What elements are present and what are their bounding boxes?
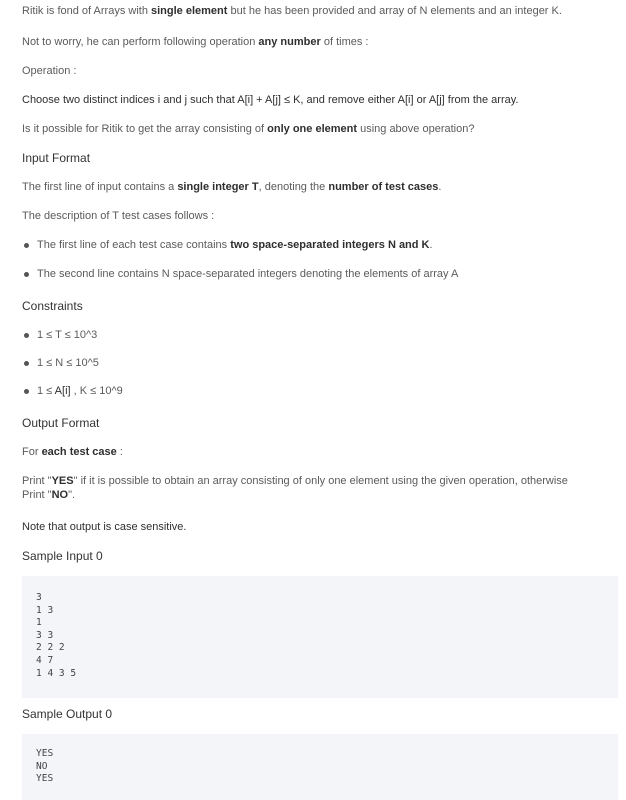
input-format-line-2: The description of T test cases follows :: [22, 210, 215, 222]
bullet-dot-icon: [24, 361, 29, 366]
problem-statement: Ritik is fond of Arrays with single element but he has been provided and array of N elements and an integer K. Not to worry, he can perform following operation any number of times : Operation : Choose two distinct indices i and j such that A[i] + A[j] ≤ K, and remove either A[i] or A[j] from the array. Is it possible for Ritik to get the array consisting of only one element using above operation? Input Format The first line of input contains a single integer T, denoting the number of test cases. The description of T test cases follows : The first line of each test case contains two space-separated integers N and K. The second line contains N space-separated integers denoting the elements of array A Constraints 1 ≤ T ≤ 10^3 1 ≤ N ≤ 10^5 1 ≤ A[i] , K ≤ 10^9 Output Format For each test case : Print "YES" if it is possible to obtain an array consisting of only one element using the given operation, otherwise Print "NO". Note that output is case sensitive. Sample Input 0 3 1 3 1 3 3 2 2 2 4 7 1 4 3 5 Sample Output 0 YES NO YES: [0, 0, 626, 800]
output-format-line-2: Print "YES" if it is possible to obtain an array consisting of only one element using the given operation, otherwise Print "NO".: [22, 475, 568, 501]
sample-output-heading: Sample Output 0: [22, 707, 113, 721]
input-format-heading: Input Format: [22, 151, 91, 165]
intro-line-2: Not to worry, he can perform following operation any number of times :: [22, 36, 369, 48]
bullet-dot-icon: [24, 333, 29, 338]
operation-label: Operation :: [22, 65, 77, 77]
sample-output-code: YES NO YES: [36, 748, 54, 785]
bullet-dot-icon: [24, 272, 29, 277]
operation-text: Choose two distinct indices i and j such that A[i] + A[j] ≤ K, and remove either A[i] or A[j] from the array.: [22, 94, 519, 106]
sample-input-block: [22, 576, 618, 698]
output-format-line-1: For each test case :: [22, 446, 123, 458]
bullet-dot-icon: [24, 243, 29, 248]
intro-line-1: Ritik is fond of Arrays with single element but he has been provided and array of N elements and an integer K.: [22, 5, 562, 17]
question-line: Is it possible for Ritik to get the array consisting of only one element using above operation?: [22, 123, 475, 135]
bullet-dot-icon: [24, 389, 29, 394]
sample-input-heading: Sample Input 0: [22, 549, 103, 563]
sample-output-block: [22, 734, 618, 800]
output-note: Note that output is case sensitive.: [22, 521, 187, 533]
input-format-line-1: The first line of input contains a single integer T, denoting the number of test cases.: [22, 181, 442, 193]
sample-input-code: 3 1 3 1 3 3 2 2 2 4 7 1 4 3 5: [36, 592, 77, 679]
output-format-heading: Output Format: [22, 416, 100, 430]
constraints-heading: Constraints: [22, 299, 83, 313]
